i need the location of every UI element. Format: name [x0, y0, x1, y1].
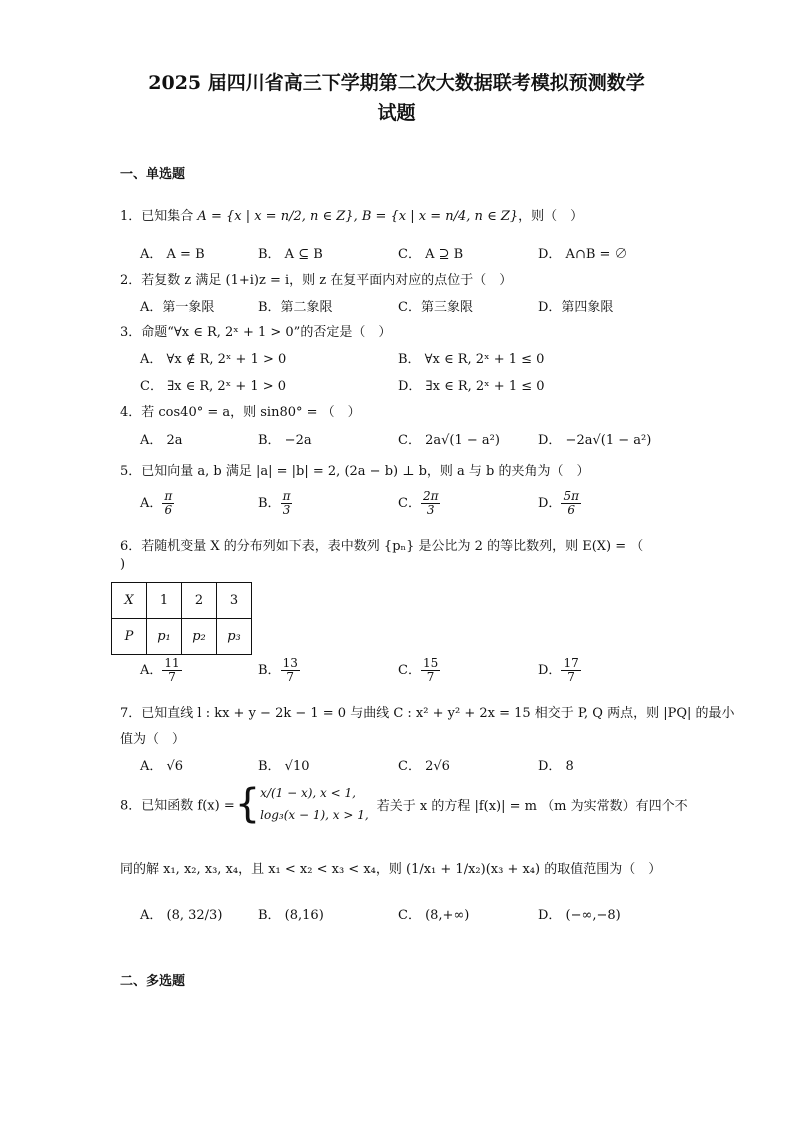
q6-option-c-value: $\frac{15}{7}$: [422, 656, 439, 684]
q2-option-b[interactable]: B．第二象限: [258, 300, 333, 315]
question-5: 5．已知向量 a, b 满足 |a| = |b| = 2, (2a − b) ⊥ b，则 a 与 b 的夹角为（ ）: [120, 464, 590, 479]
section-heading-single-choice: 一、单选题: [120, 167, 186, 182]
q8-option-d[interactable]: D． (−∞,−8): [538, 908, 621, 923]
q5-option-c[interactable]: [398, 490, 440, 517]
q5-option-b-label: B．: [258, 496, 281, 511]
q6-option-d[interactable]: [538, 657, 581, 684]
q1-set-a: A = {x | x = n/2, n ∈ Z}: [197, 209, 354, 224]
table-cell: 2: [182, 583, 217, 619]
question-8-cont: 同的解 x₁, x₂, x₃, x₄，且 x₁ < x₂ < x₃ < x₄，则 (1/x₁ + 1/x₂)(x₃ + x₄) 的取值范围为（ ）: [120, 862, 662, 877]
q6-option-d-label: D．: [538, 663, 562, 678]
q4-option-a[interactable]: A． 2a: [140, 433, 183, 448]
table-cell: P: [112, 619, 147, 655]
q7-option-c[interactable]: C． 2√6: [398, 759, 450, 774]
q8-case-1: x/(1 − x), x < 1,: [260, 786, 356, 800]
q6-option-a-value: $\frac{11}{7}$: [164, 656, 180, 684]
q6-option-b-value: $\frac{13}{7}$: [282, 656, 298, 684]
q4-option-b[interactable]: B． −2a: [258, 433, 312, 448]
table-cell: 1: [147, 583, 182, 619]
q1-stem: 1．已知集合: [120, 209, 194, 224]
q3-option-b[interactable]: B． ∀x ∈ R, 2ˣ + 1 ≤ 0: [398, 352, 545, 367]
q1-option-b[interactable]: B． A ⊆ B: [258, 247, 323, 262]
question-2: 2．若复数 z 满足 (1+i)z = i，则 z 在复平面内对应的点位于（ ）: [120, 273, 513, 288]
question-8: [120, 782, 688, 826]
table-cell: X: [112, 583, 147, 619]
question-6-cont: ): [120, 557, 126, 572]
q6-option-d-value: $\frac{17}{7}$: [563, 656, 579, 684]
question-7: 7．已知直线 l : kx + y − 2k − 1 = 0 与曲线 C : x² + y² + 2x = 15 相交于 P, Q 两点，则 |PQ| 的最小: [120, 706, 735, 721]
q4-option-d[interactable]: D． −2a√(1 − a²): [538, 433, 652, 448]
q1-option-c[interactable]: C． A ⊇ B: [398, 247, 464, 262]
q4-option-c[interactable]: C． 2a√(1 − a²): [398, 433, 500, 448]
q1-option-a[interactable]: A． A = B: [140, 247, 205, 262]
q5-option-d-label: D．: [538, 496, 562, 511]
q8-option-c[interactable]: C． (8,+∞): [398, 908, 470, 923]
q5-option-d-value: $\frac{5\pi}{6}$: [563, 489, 579, 517]
q8-option-a[interactable]: A． (8, 32/3): [140, 908, 223, 923]
question-4: 4．若 cos40° = a，则 sin80° = （ ）: [120, 405, 361, 420]
q1-set-b: , B = {x | x = n/4, n ∈ Z}: [353, 209, 519, 224]
question-3: 3．命题“∀x ∈ R, 2ˣ + 1 > 0”的否定是（ ）: [120, 325, 392, 340]
table-cell: p₂: [182, 619, 217, 655]
q5-option-c-label: C．: [398, 496, 421, 511]
table-row: [112, 619, 252, 655]
question-1: [120, 205, 583, 224]
q3-option-a[interactable]: A． ∀x ∉ R, 2ˣ + 1 > 0: [140, 352, 287, 367]
table-cell: p₃: [217, 619, 252, 655]
question-7-cont: 值为（ ）: [120, 732, 186, 747]
q7-option-b[interactable]: B． √10: [258, 759, 310, 774]
q5-option-a-label: A．: [140, 496, 163, 511]
distribution-table: [111, 582, 252, 655]
q8-stem: 8．已知函数 f(x) =: [120, 798, 235, 814]
q6-option-c[interactable]: [398, 657, 440, 684]
q8-tail: 若关于 x 的方程 |f(x)| = m （m 为实常数）有四个不: [376, 798, 688, 814]
q5-option-a-value: $\frac{\pi}{6}$: [164, 489, 173, 517]
q5-option-a[interactable]: [140, 490, 174, 517]
table-cell: 3: [217, 583, 252, 619]
q5-option-b-value: $\frac{\pi}{3}$: [282, 489, 291, 517]
q5-option-b[interactable]: [258, 490, 292, 517]
q6-option-a-label: A．: [140, 663, 163, 678]
section-heading-multi-choice: 二、多选题: [120, 974, 186, 989]
q5-option-c-value: $\frac{2\pi}{3}$: [422, 489, 439, 517]
q6-option-b-label: B．: [258, 663, 281, 678]
q6-option-c-label: C．: [398, 663, 421, 678]
table-row: [112, 583, 252, 619]
q7-option-d[interactable]: D． 8: [538, 759, 574, 774]
q7-option-a[interactable]: A． √6: [140, 759, 184, 774]
page-title-line2: 试题: [377, 102, 416, 124]
q8-option-b[interactable]: B． (8,16): [258, 908, 324, 923]
q3-option-c[interactable]: C． ∃x ∈ R, 2ˣ + 1 > 0: [140, 379, 287, 394]
q1-option-d[interactable]: D． A∩B = ∅: [538, 247, 628, 262]
q6-option-a[interactable]: [140, 657, 182, 684]
q2-option-c[interactable]: C．第三象限: [398, 300, 473, 315]
q2-option-a[interactable]: A．第一象限: [140, 300, 215, 315]
table-cell: p₁: [147, 619, 182, 655]
q8-brace: {: [234, 781, 261, 827]
q8-case-2: log₃(x − 1), x > 1,: [260, 808, 369, 822]
page-title: 2025 届四川省高三下学期第二次大数据联考模拟预测数学: [148, 72, 645, 94]
q2-option-d[interactable]: D．第四象限: [538, 300, 614, 315]
question-6: 6．若随机变量 X 的分布列如下表，表中数列 {pₙ} 是公比为 2 的等比数列，则 E(X) = （: [120, 539, 644, 554]
q3-option-d[interactable]: D． ∃x ∈ R, 2ˣ + 1 ≤ 0: [398, 379, 545, 394]
q5-option-d[interactable]: [538, 490, 581, 517]
q6-option-b[interactable]: [258, 657, 300, 684]
q1-tail: ，则（ ）: [518, 209, 584, 224]
